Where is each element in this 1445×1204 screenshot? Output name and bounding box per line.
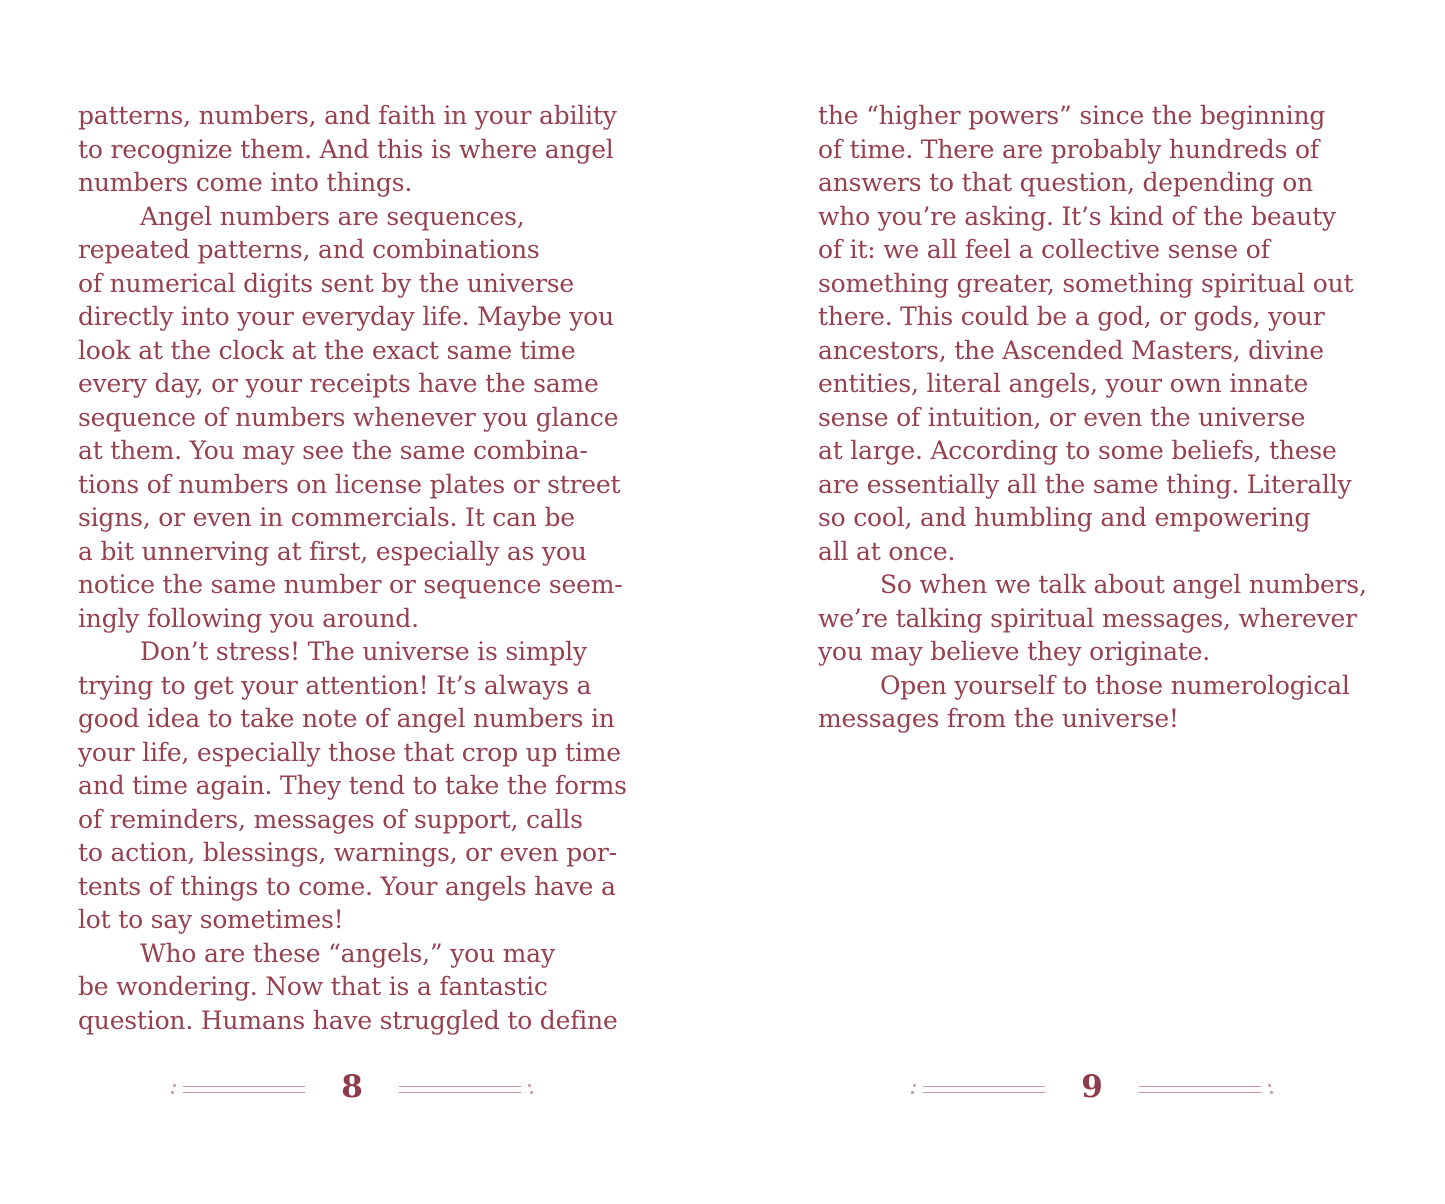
- footer-ornament-rule: [399, 1086, 521, 1093]
- text-line: be wondering. Now that is a fantastic: [78, 972, 548, 1001]
- left-page-text: [78, 99, 626, 1037]
- text-line: to action, blessings, warnings, or even por-: [78, 838, 617, 867]
- text-line: trying to get your attention! It’s always a: [78, 670, 592, 700]
- text-line: at large. According to some beliefs, these: [818, 436, 1337, 465]
- text-line: lot to say sometimes!: [78, 905, 344, 934]
- text-line: are essentially all the same thing. Literally: [818, 469, 1352, 499]
- text-line: patterns, numbers, and faith in your ability: [78, 101, 617, 130]
- text-line: a bit unnerving at first, especially as you: [78, 536, 587, 566]
- text-line: numbers come into things.: [78, 168, 413, 197]
- right-page-text: [818, 99, 1366, 736]
- footer-ornament-rule: [183, 1086, 305, 1093]
- text-line: entities, literal angels, your own innate: [818, 369, 1309, 398]
- text-line: ancestors, the Ascended Masters, divine: [818, 335, 1324, 365]
- text-line: you may believe they originate.: [818, 637, 1210, 666]
- text-line: we’re talking spiritual messages, wherever: [818, 603, 1357, 633]
- text-line: every day, or your receipts have the same: [78, 369, 599, 398]
- text-line: Open yourself to those numerological: [880, 670, 1350, 700]
- text-line: to recognize them. And this is where angel: [78, 134, 614, 164]
- text-line: of numerical digits sent by the universe: [78, 268, 574, 298]
- text-line: your life, especially those that crop up time: [78, 737, 621, 767]
- text-line: something greater, something spiritual out: [818, 268, 1354, 298]
- text-line: Angel numbers are sequences,: [140, 201, 525, 231]
- text-line: tions of numbers on license plates or street: [78, 469, 621, 499]
- text-line: the “higher powers” since the beginning: [818, 101, 1326, 130]
- text-line: sense of intuition, or even the universe: [818, 402, 1306, 432]
- text-line: there. This could be a god, or gods, your: [818, 302, 1325, 331]
- text-line: question. Humans have struggled to define: [78, 1005, 618, 1035]
- text-line: ingly following you around.: [78, 603, 419, 633]
- text-line: Don’t stress! The universe is simply: [140, 637, 587, 666]
- text-line: good idea to take note of angel numbers in: [78, 704, 615, 733]
- text-line: sequence of numbers whenever you glance: [78, 402, 619, 432]
- text-line: repeated patterns, and combinations: [78, 235, 540, 264]
- text-line: and time again. They tend to take the forms: [78, 771, 627, 800]
- left-page-footer: [78, 1069, 626, 1105]
- text-line: so cool, and humbling and empowering: [818, 503, 1311, 532]
- text-line: tents of things to come. Your angels have a: [78, 871, 616, 901]
- page-number: 8: [341, 1069, 363, 1105]
- text-line: look at the clock at the exact same time: [78, 335, 576, 365]
- footer-ornament-rule: [1139, 1086, 1261, 1093]
- text-line: at them. You may see the same combina-: [78, 436, 588, 465]
- text-line: Who are these “angels,” you may: [140, 938, 555, 968]
- page-number: 9: [1081, 1069, 1103, 1105]
- text-line: directly into your everyday life. Maybe you: [78, 302, 614, 331]
- text-line: So when we talk about angel numbers,: [880, 570, 1367, 599]
- text-line: signs, or even in commercials. It can be: [78, 503, 575, 532]
- text-line: of reminders, messages of support, calls: [78, 804, 583, 834]
- right-page-footer: [818, 1069, 1366, 1105]
- text-line: who you’re asking. It’s kind of the beauty: [818, 201, 1336, 231]
- text-line: of it: we all feel a collective sense of: [818, 235, 1270, 264]
- text-line: answers to that question, depending on: [818, 168, 1313, 197]
- text-line: all at once.: [818, 536, 956, 566]
- text-line: of time. There are probably hundreds of: [818, 134, 1319, 164]
- text-line: notice the same number or sequence seem-: [78, 570, 623, 599]
- text-line: messages from the universe!: [818, 704, 1179, 733]
- footer-ornament-rule: [923, 1086, 1045, 1093]
